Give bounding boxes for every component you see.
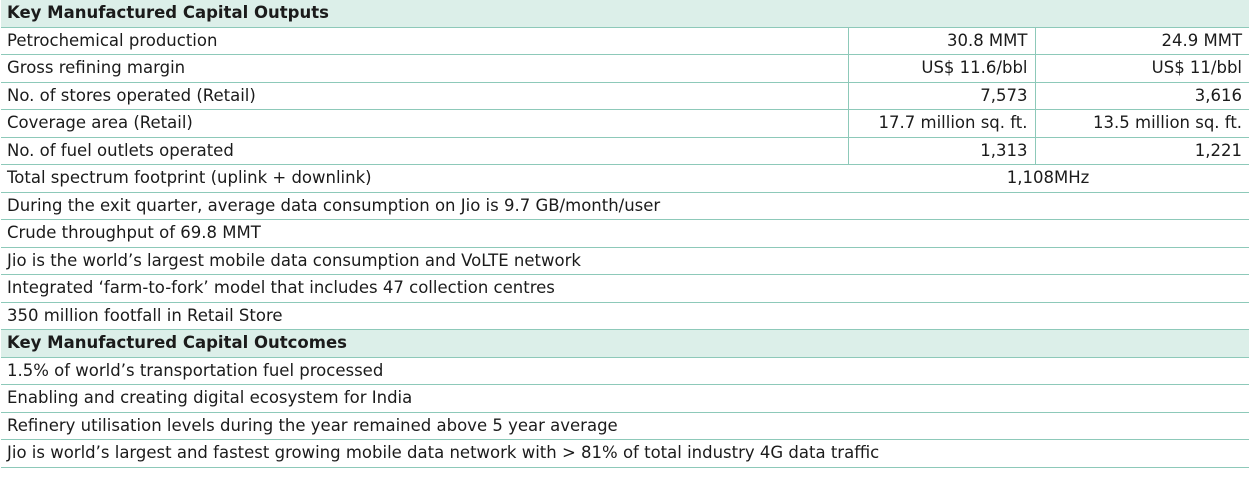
outcomes-heading: Key Manufactured Capital Outcomes <box>1 330 1249 358</box>
table-row <box>1 27 1249 55</box>
spectrum-value: 1,108MHz <box>848 165 1249 193</box>
table-row <box>1 55 1249 83</box>
note-text: 1.5% of world’s transportation fuel processed <box>1 357 1249 385</box>
row-value-a: 1,313 <box>848 137 1035 165</box>
outputs-heading: Key Manufactured Capital Outputs <box>1 0 1249 27</box>
row-label: Coverage area (Retail) <box>1 110 848 138</box>
spectrum-row <box>1 165 1249 193</box>
note-row <box>1 440 1249 468</box>
note-text: Jio is the world’s largest mobile data consumption and VoLTE network <box>1 247 1249 275</box>
row-value-b: 24.9 MMT <box>1035 27 1249 55</box>
note-text: Refinery utilisation levels during the year remained above 5 year average <box>1 412 1249 440</box>
row-value-a: 30.8 MMT <box>848 27 1035 55</box>
note-row <box>1 275 1249 303</box>
note-row <box>1 220 1249 248</box>
row-value-b: US$ 11/bbl <box>1035 55 1249 83</box>
outcomes-section-header <box>1 330 1249 358</box>
row-label: No. of fuel outlets operated <box>1 137 848 165</box>
row-value-b: 3,616 <box>1035 82 1249 110</box>
note-text: Crude throughput of 69.8 MMT <box>1 220 1249 248</box>
manufactured-capital-table <box>1 0 1249 468</box>
table-row <box>1 110 1249 138</box>
note-row <box>1 247 1249 275</box>
outputs-section-header <box>1 0 1249 27</box>
note-row <box>1 385 1249 413</box>
spectrum-label: Total spectrum footprint (uplink + downlink) <box>1 165 848 193</box>
note-text: Integrated ‘farm-to-fork’ model that includes 47 collection centres <box>1 275 1249 303</box>
row-value-b: 1,221 <box>1035 137 1249 165</box>
row-value-b: 13.5 million sq. ft. <box>1035 110 1249 138</box>
note-row <box>1 357 1249 385</box>
row-value-a: US$ 11.6/bbl <box>848 55 1035 83</box>
note-row <box>1 192 1249 220</box>
row-value-a: 17.7 million sq. ft. <box>848 110 1035 138</box>
row-label: No. of stores operated (Retail) <box>1 82 848 110</box>
note-text: During the exit quarter, average data consumption on Jio is 9.7 GB/month/user <box>1 192 1249 220</box>
table-row <box>1 82 1249 110</box>
table-row <box>1 137 1249 165</box>
row-label: Petrochemical production <box>1 27 848 55</box>
note-text: Jio is world’s largest and fastest growing mobile data network with > 81% of total industry 4G data traffic <box>1 440 1249 468</box>
row-label: Gross refining margin <box>1 55 848 83</box>
note-row <box>1 412 1249 440</box>
note-text: Enabling and creating digital ecosystem for India <box>1 385 1249 413</box>
row-value-a: 7,573 <box>848 82 1035 110</box>
note-row <box>1 302 1249 330</box>
note-text: 350 million footfall in Retail Store <box>1 302 1249 330</box>
